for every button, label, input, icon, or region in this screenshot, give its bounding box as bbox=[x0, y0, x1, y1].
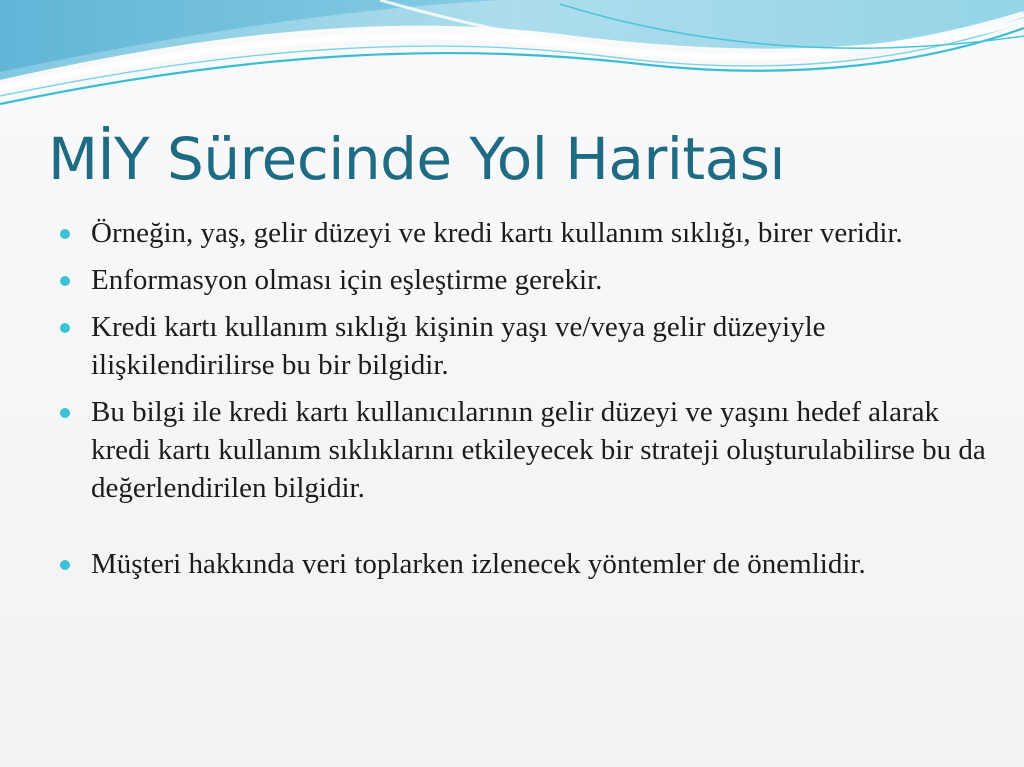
bullet-item bbox=[60, 393, 990, 507]
bullet-text: Bu bilgi ile kredi kartı kullanıcılarının gelir düzeyi ve yaşını hedef alarak kredi kartı kullanım sıklıklarını etkileyecek bir strateji oluşturulabilirse bu da değerlendirilen bilgidir. bbox=[91, 396, 986, 504]
bullet-text: Örneğin, yaş, gelir düzeyi ve kredi kartı kullanım sıklığı, birer veridir. bbox=[91, 217, 903, 249]
bullet-text: Müşteri hakkında veri toplarken izlenecek yöntemler de önemlidir. bbox=[91, 548, 866, 580]
bullet-dot-icon bbox=[60, 408, 70, 418]
bullet-dot-icon bbox=[60, 229, 70, 239]
bullet-dot-icon bbox=[60, 323, 70, 333]
bullet-item bbox=[60, 261, 990, 299]
bullet-text: Enformasyon olması için eşleştirme gerekir. bbox=[91, 264, 603, 296]
slide-title: MİY Sürecinde Yol Haritası bbox=[48, 125, 786, 193]
bullet-dot-icon bbox=[60, 560, 70, 570]
bullet-item bbox=[60, 545, 990, 583]
bullet-item bbox=[60, 308, 990, 384]
bullet-dot-icon bbox=[60, 276, 70, 286]
decorative-wave-banner bbox=[0, 0, 1024, 130]
bullet-item bbox=[60, 214, 990, 252]
bullet-list bbox=[60, 214, 990, 592]
bullet-text: Kredi kartı kullanım sıklığı kişinin yaşı ve/veya gelir düzeyiyle ilişkilendirilirse bu bir bilgidir. bbox=[91, 311, 826, 381]
